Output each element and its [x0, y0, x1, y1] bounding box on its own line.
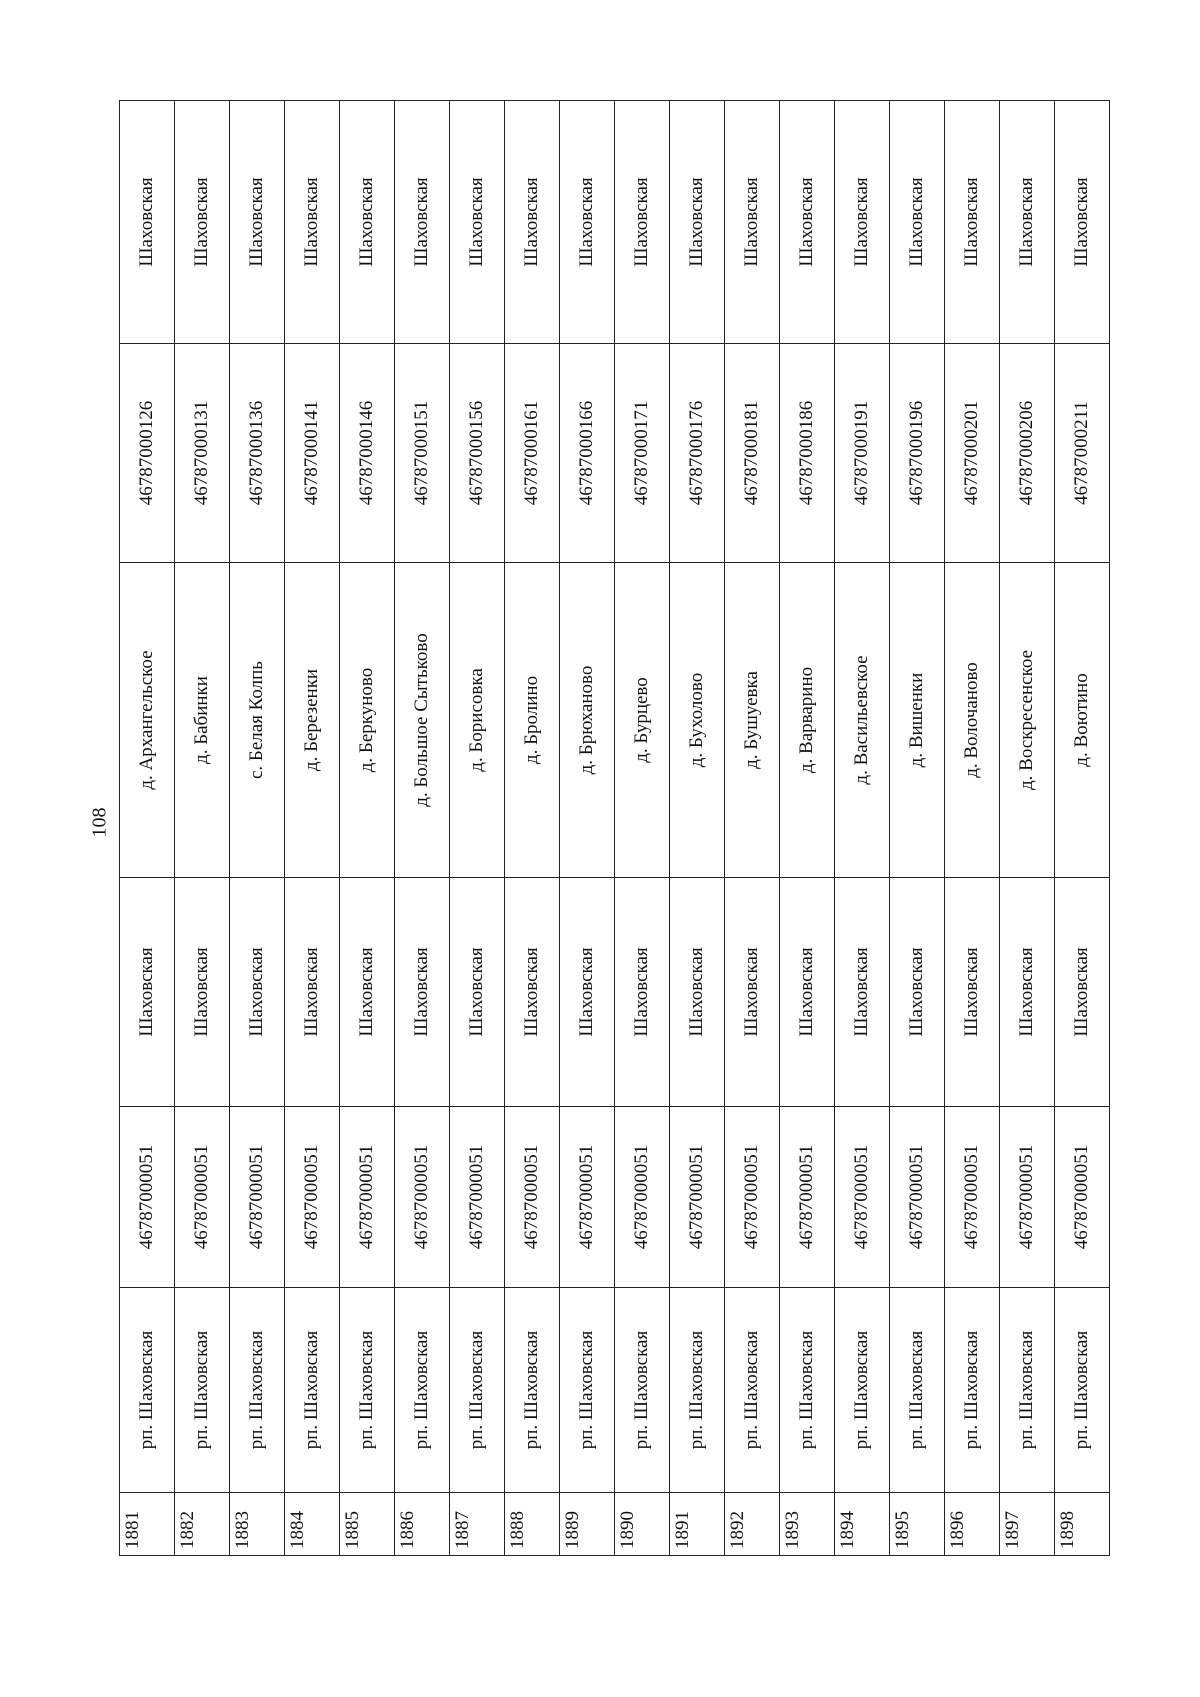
locality-code-cell: 46787000186	[780, 344, 835, 563]
municipality-cell: Шаховская	[780, 878, 835, 1107]
municipality-cell: Шаховская	[120, 878, 175, 1107]
municipality-cell: Шаховская	[725, 878, 780, 1107]
locality-cell: д. Воютино	[1055, 563, 1110, 878]
locality-municipality-cell: Шаховская	[175, 101, 230, 344]
oktmo-code-cell: 46787000051	[1000, 1107, 1055, 1288]
row-number: 1889	[560, 1493, 615, 1556]
locality-municipality-cell: Шаховская	[780, 101, 835, 344]
locality-municipality-cell: Шаховская	[505, 101, 560, 344]
table-row	[725, 101, 780, 1556]
municipality-cell: Шаховская	[230, 878, 285, 1107]
locality-municipality-cell: Шаховская	[560, 101, 615, 344]
oktmo-code-cell: 46787000051	[285, 1107, 340, 1288]
locality-municipality-cell: Шаховская	[1000, 101, 1055, 344]
locality-code-cell: 46787000156	[450, 344, 505, 563]
table-row	[395, 101, 450, 1556]
locality-municipality-cell: Шаховская	[835, 101, 890, 344]
locality-cell: д. Бурцево	[615, 563, 670, 878]
locality-cell: д. Борисовка	[450, 563, 505, 878]
locality-municipality-cell: Шаховская	[395, 101, 450, 344]
admin-center-cell: рп. Шаховская	[230, 1288, 285, 1493]
locality-cell: д. Беркуново	[340, 563, 395, 878]
locality-cell: д. Бролино	[505, 563, 560, 878]
row-number: 1891	[670, 1493, 725, 1556]
oktmo-code-cell: 46787000051	[395, 1107, 450, 1288]
admin-center-cell: рп. Шаховская	[1055, 1288, 1110, 1493]
oktmo-code-cell: 46787000051	[560, 1107, 615, 1288]
row-number: 1898	[1055, 1493, 1110, 1556]
locality-municipality-cell: Шаховская	[1055, 101, 1110, 344]
municipality-cell: Шаховская	[340, 878, 395, 1107]
table-row	[780, 101, 835, 1556]
table-row	[120, 101, 175, 1556]
row-number: 1896	[945, 1493, 1000, 1556]
municipality-cell: Шаховская	[175, 878, 230, 1107]
oktmo-code-cell: 46787000051	[670, 1107, 725, 1288]
registry-table	[119, 100, 1110, 1556]
table-row	[835, 101, 890, 1556]
row-number: 1883	[230, 1493, 285, 1556]
table-row	[1000, 101, 1055, 1556]
locality-code-cell: 46787000136	[230, 344, 285, 563]
municipality-cell: Шаховская	[285, 878, 340, 1107]
municipality-cell: Шаховская	[450, 878, 505, 1107]
oktmo-code-cell: 46787000051	[230, 1107, 285, 1288]
row-number: 1881	[120, 1493, 175, 1556]
oktmo-code-cell: 46787000051	[505, 1107, 560, 1288]
locality-code-cell: 46787000161	[505, 344, 560, 563]
locality-municipality-cell: Шаховская	[450, 101, 505, 344]
admin-center-cell: рп. Шаховская	[725, 1288, 780, 1493]
locality-cell: д. Бухолово	[670, 563, 725, 878]
row-number: 1884	[285, 1493, 340, 1556]
oktmo-code-cell: 46787000051	[615, 1107, 670, 1288]
locality-cell: д. Васильевское	[835, 563, 890, 878]
locality-code-cell: 46787000146	[340, 344, 395, 563]
oktmo-code-cell: 46787000051	[725, 1107, 780, 1288]
row-number: 1886	[395, 1493, 450, 1556]
locality-cell: д. Волочаново	[945, 563, 1000, 878]
table-row	[230, 101, 285, 1556]
row-number: 1895	[890, 1493, 945, 1556]
admin-center-cell: рп. Шаховская	[945, 1288, 1000, 1493]
row-number: 1890	[615, 1493, 670, 1556]
oktmo-code-cell: 46787000051	[175, 1107, 230, 1288]
locality-cell: д. Бушуевка	[725, 563, 780, 878]
oktmo-code-cell: 46787000051	[835, 1107, 890, 1288]
locality-cell: д. Воскресенское	[1000, 563, 1055, 878]
row-number: 1892	[725, 1493, 780, 1556]
admin-center-cell: рп. Шаховская	[120, 1288, 175, 1493]
admin-center-cell: рп. Шаховская	[670, 1288, 725, 1493]
locality-municipality-cell: Шаховская	[890, 101, 945, 344]
locality-code-cell: 46787000181	[725, 344, 780, 563]
admin-center-cell: рп. Шаховская	[560, 1288, 615, 1493]
municipality-cell: Шаховская	[560, 878, 615, 1107]
table-row	[340, 101, 395, 1556]
municipality-cell: Шаховская	[395, 878, 450, 1107]
municipality-cell: Шаховская	[670, 878, 725, 1107]
municipality-cell: Шаховская	[890, 878, 945, 1107]
locality-cell: д. Большое Сытьково	[395, 563, 450, 878]
oktmo-code-cell: 46787000051	[120, 1107, 175, 1288]
row-number: 1894	[835, 1493, 890, 1556]
row-number: 1887	[450, 1493, 505, 1556]
oktmo-code-cell: 46787000051	[1055, 1107, 1110, 1288]
row-number: 1888	[505, 1493, 560, 1556]
municipality-cell: Шаховская	[835, 878, 890, 1107]
admin-center-cell: рп. Шаховская	[505, 1288, 560, 1493]
page-number: 108	[88, 807, 111, 838]
table-row	[1055, 101, 1110, 1556]
locality-cell: д. Варварино	[780, 563, 835, 878]
oktmo-code-cell: 46787000051	[780, 1107, 835, 1288]
locality-code-cell: 46787000206	[1000, 344, 1055, 563]
locality-code-cell: 46787000176	[670, 344, 725, 563]
admin-center-cell: рп. Шаховская	[890, 1288, 945, 1493]
locality-municipality-cell: Шаховская	[285, 101, 340, 344]
locality-cell: с. Белая Колпь	[230, 563, 285, 878]
table-row	[450, 101, 505, 1556]
registry-table-body	[120, 101, 1110, 1556]
locality-municipality-cell: Шаховская	[725, 101, 780, 344]
admin-center-cell: рп. Шаховская	[395, 1288, 450, 1493]
oktmo-code-cell: 46787000051	[890, 1107, 945, 1288]
table-row	[285, 101, 340, 1556]
locality-code-cell: 46787000201	[945, 344, 1000, 563]
oktmo-code-cell: 46787000051	[340, 1107, 395, 1288]
rotated-content	[119, 100, 1099, 1556]
admin-center-cell: рп. Шаховская	[175, 1288, 230, 1493]
admin-center-cell: рп. Шаховская	[1000, 1288, 1055, 1493]
locality-municipality-cell: Шаховская	[945, 101, 1000, 344]
locality-municipality-cell: Шаховская	[120, 101, 175, 344]
table-row	[670, 101, 725, 1556]
locality-code-cell: 46787000196	[890, 344, 945, 563]
locality-municipality-cell: Шаховская	[670, 101, 725, 344]
municipality-cell: Шаховская	[615, 878, 670, 1107]
row-number: 1893	[780, 1493, 835, 1556]
table-row	[505, 101, 560, 1556]
locality-cell: д. Бабинки	[175, 563, 230, 878]
locality-municipality-cell: Шаховская	[615, 101, 670, 344]
municipality-cell: Шаховская	[945, 878, 1000, 1107]
row-number: 1882	[175, 1493, 230, 1556]
row-number: 1897	[1000, 1493, 1055, 1556]
locality-cell: д. Вишенки	[890, 563, 945, 878]
admin-center-cell: рп. Шаховская	[285, 1288, 340, 1493]
locality-cell: д. Березенки	[285, 563, 340, 878]
oktmo-code-cell: 46787000051	[450, 1107, 505, 1288]
admin-center-cell: рп. Шаховская	[450, 1288, 505, 1493]
admin-center-cell: рп. Шаховская	[615, 1288, 670, 1493]
locality-code-cell: 46787000191	[835, 344, 890, 563]
admin-center-cell: рп. Шаховская	[780, 1288, 835, 1493]
locality-municipality-cell: Шаховская	[230, 101, 285, 344]
municipality-cell: Шаховская	[505, 878, 560, 1107]
municipality-cell: Шаховская	[1055, 878, 1110, 1107]
table-row	[615, 101, 670, 1556]
locality-code-cell: 46787000131	[175, 344, 230, 563]
locality-code-cell: 46787000211	[1055, 344, 1110, 563]
locality-code-cell: 46787000171	[615, 344, 670, 563]
table-row	[945, 101, 1000, 1556]
locality-cell: д. Архангельское	[120, 563, 175, 878]
oktmo-code-cell: 46787000051	[945, 1107, 1000, 1288]
locality-municipality-cell: Шаховская	[340, 101, 395, 344]
row-number: 1885	[340, 1493, 395, 1556]
locality-code-cell: 46787000141	[285, 344, 340, 563]
locality-code-cell: 46787000151	[395, 344, 450, 563]
table-row	[560, 101, 615, 1556]
locality-cell: д. Брюханово	[560, 563, 615, 878]
admin-center-cell: рп. Шаховская	[340, 1288, 395, 1493]
table-row	[175, 101, 230, 1556]
admin-center-cell: рп. Шаховская	[835, 1288, 890, 1493]
locality-code-cell: 46787000126	[120, 344, 175, 563]
locality-code-cell: 46787000166	[560, 344, 615, 563]
municipality-cell: Шаховская	[1000, 878, 1055, 1107]
table-row	[890, 101, 945, 1556]
